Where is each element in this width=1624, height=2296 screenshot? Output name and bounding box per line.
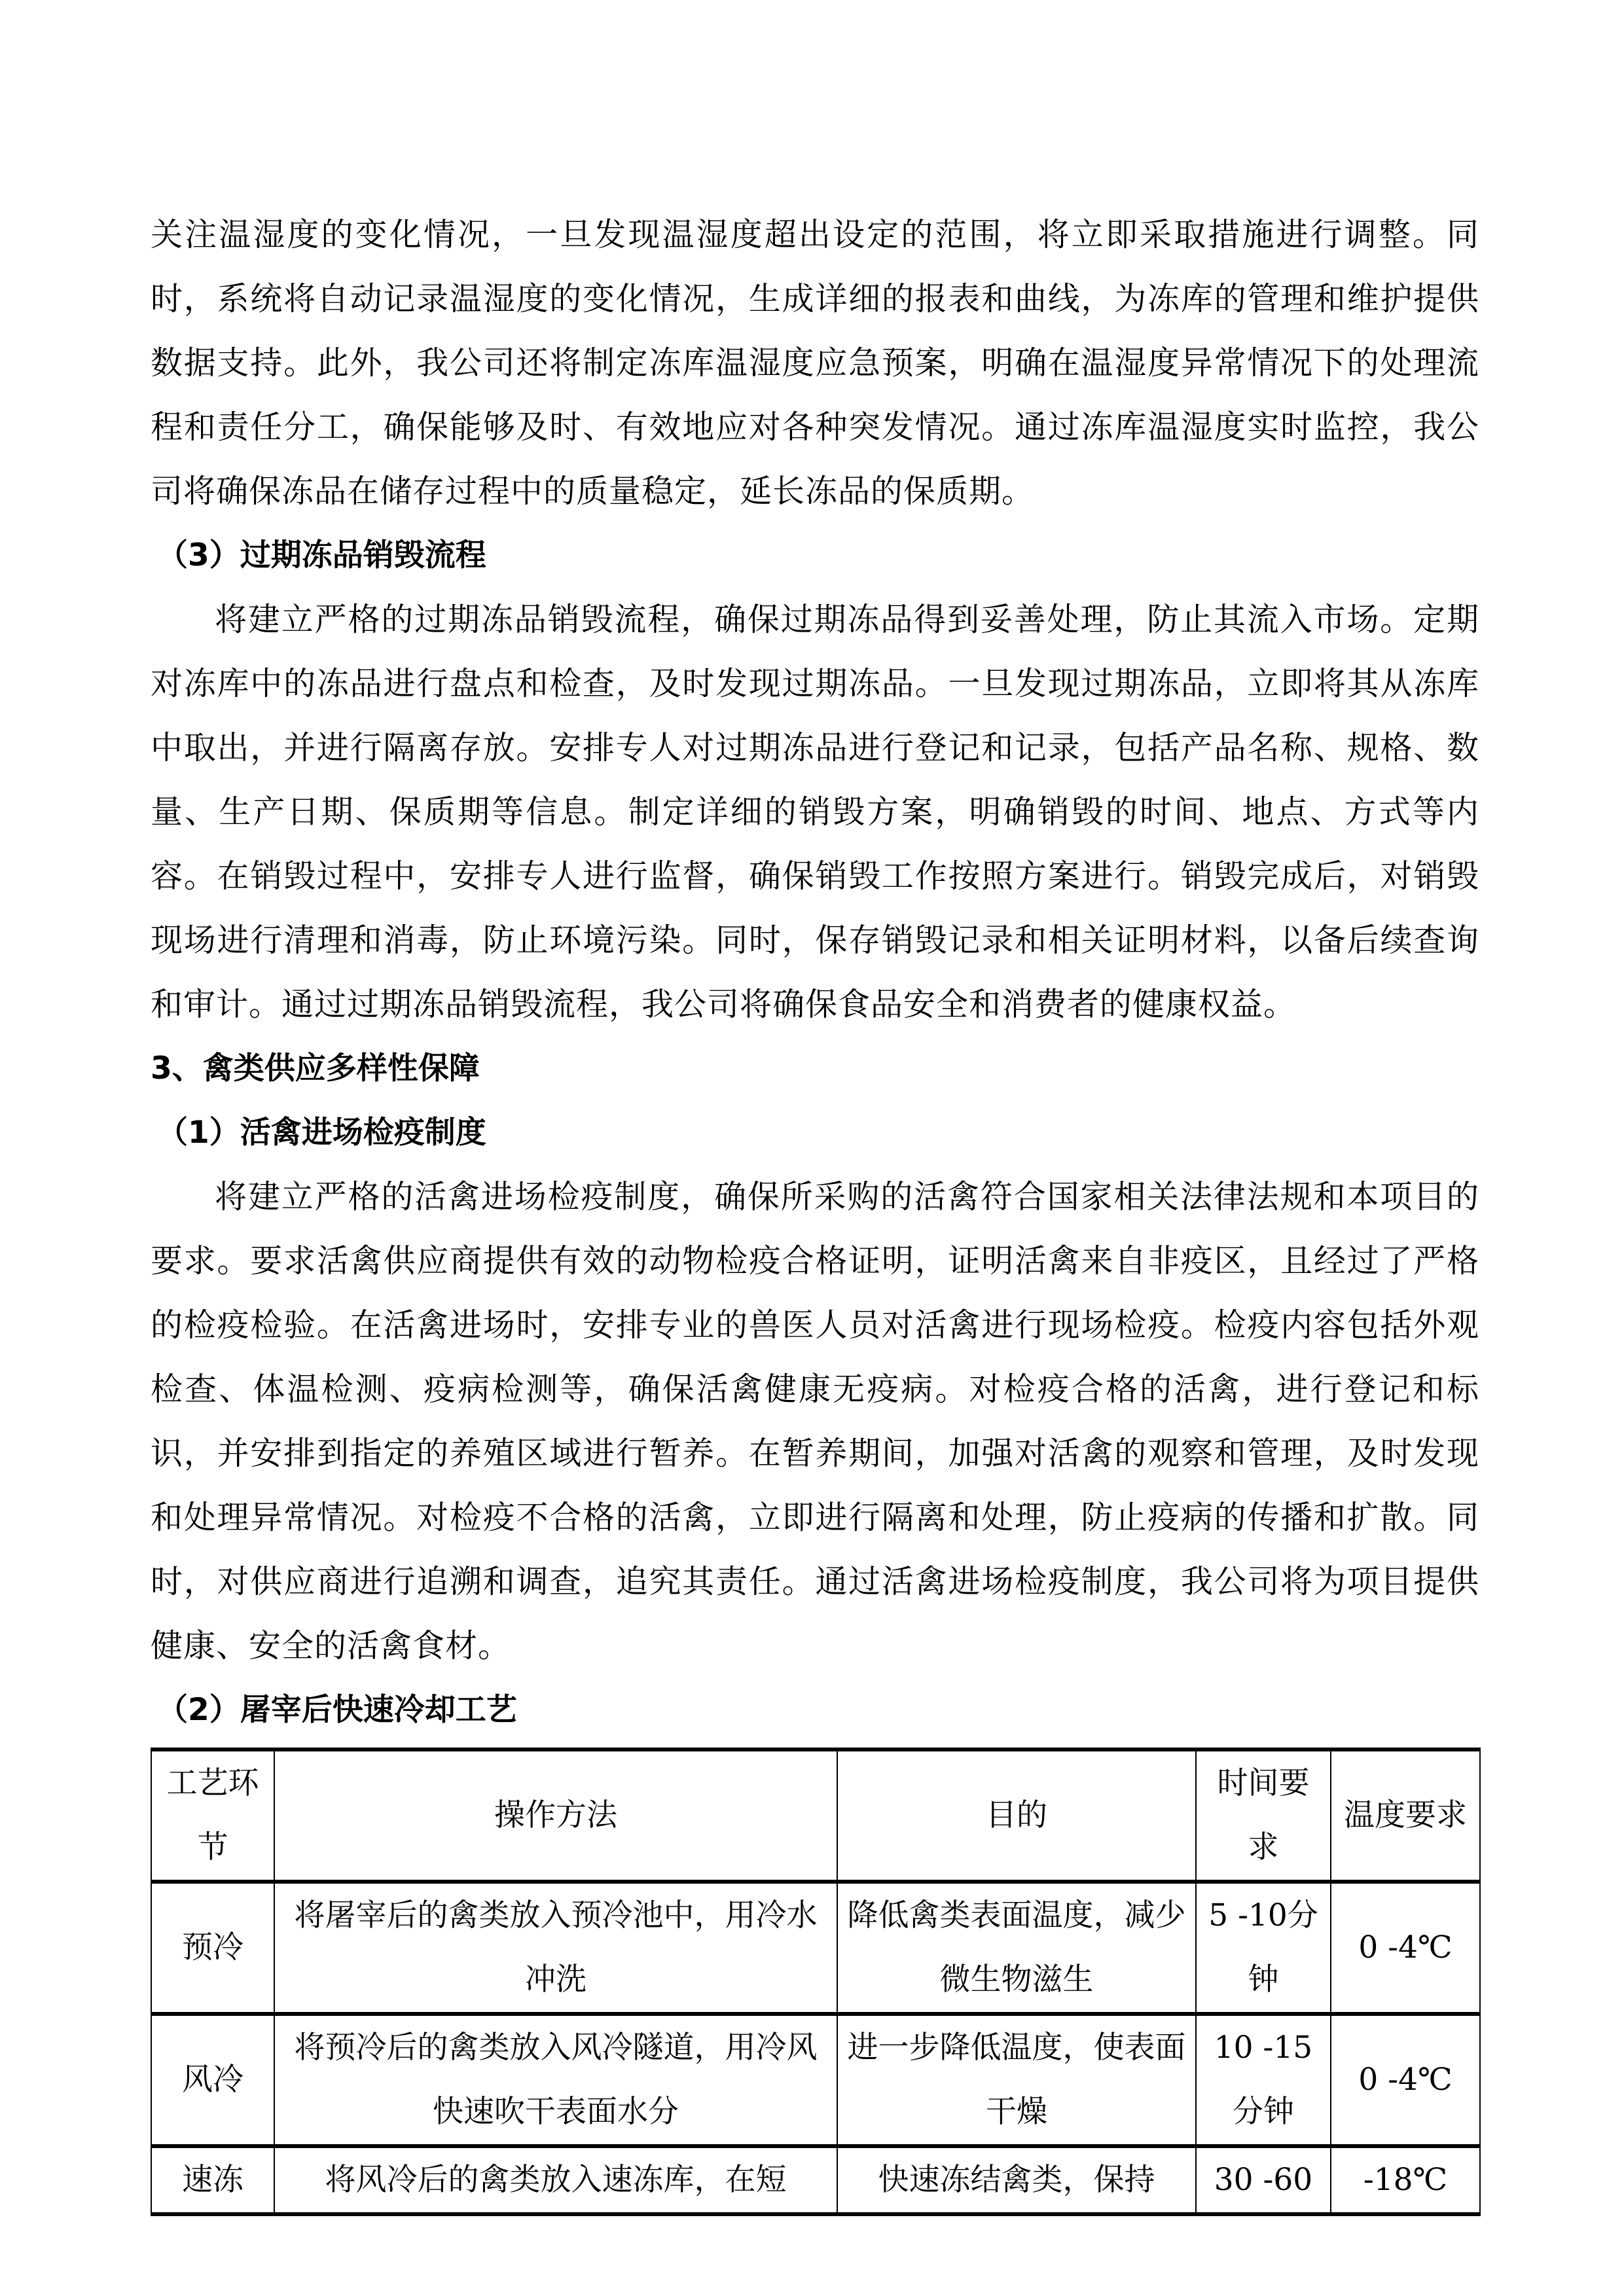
cell-method: 将预冷后的禽类放入风冷隧道，用冷风快速吹干表面水分 [274,2014,837,2146]
cell-time: 5 -10分钟 [1196,1882,1331,2014]
header-temperature: 温度要求 [1331,1749,1480,1882]
document-page [151,203,1479,2216]
header-time: 时间要求 [1196,1749,1331,1882]
cell-method: 将风冷后的禽类放入速冻库，在短 [274,2146,837,2214]
table-row [151,2014,1480,2146]
header-stage: 工艺环节 [151,1749,274,1882]
heading-expired-disposal: （3）过期冻品销毁流程 [157,537,486,573]
cell-temperature: 0 -4℃ [1331,1882,1480,2014]
paragraph-cold-storage-monitoring: 关注温湿度的变化情况，一旦发现温湿度超出设定的范围，将立即采取措施进行调整。同时，系统将自动记录温湿度的变化情况，生成详细的报表和曲线，为冻库的管理和维护提供数据支持。此外，我公司还将制定冻库温湿度应急预案，明确在温湿度异常情况下的处理流程和责任分工，确保能够及时、有效地应对各种突发情况。通过冻库温湿度实时监控，我公司将确保冻品在储存过程中的质量稳定，延长冻品的保质期。 [151,216,1479,510]
paragraph-live-poultry-quarantine: 将建立严格的活禽进场检疫制度，确保所采购的活禽符合国家相关法律法规和本项目的要求。要求活禽供应商提供有效的动物检疫合格证明，证明活禽来自非疫区，且经过了严格的检疫检验。在活禽进场时，安排专业的兽医人员对活禽进行现场检疫。检疫内容包括外观检查、体温检测、疫病检测等，确保活禽健康无疫病。对检疫合格的活禽，进行登记和标识，并安排到指定的养殖区域进行暂养。在暂养期间，加强对活禽的观察和管理，及时发现和处理异常情况。对检疫不合格的活禽，立即进行隔离和处理，防止疫病的传播和扩散。同时，对供应商进行追溯和调查，追究其责任。通过活禽进场检疫制度，我公司将为项目提供健康、安全的活禽食材。 [151,1178,1479,1664]
heading-live-poultry-quarantine: （1）活禽进场检疫制度 [157,1115,486,1151]
heading-rapid-cooling: （2）屠宰后快速冷却工艺 [157,1692,517,1728]
cell-purpose: 进一步降低温度，使表面干燥 [837,2014,1196,2146]
cell-temperature: -18℃ [1331,2146,1480,2214]
header-method: 操作方法 [274,1749,837,1882]
header-purpose: 目的 [837,1749,1196,1882]
cell-method: 将屠宰后的禽类放入预冷池中，用冷水冲洗 [274,1882,837,2014]
heading-poultry-supply: 3、禽类供应多样性保障 [151,1050,480,1086]
cell-purpose: 快速冻结禽类，保持 [837,2146,1196,2214]
cell-stage: 风冷 [151,2014,274,2146]
cell-time: 30 -60 [1196,2146,1331,2214]
cell-temperature: 0 -4℃ [1331,2014,1480,2146]
cell-time: 10 -15分钟 [1196,2014,1331,2146]
cell-stage: 速冻 [151,2146,274,2214]
table-header-row [151,1749,1480,1882]
cooling-process-table [151,1748,1481,2216]
table-row [151,2146,1480,2214]
cell-stage: 预冷 [151,1882,274,2014]
paragraph-expired-disposal: 将建立严格的过期冻品销毁流程，确保过期冻品得到妥善处理，防止其流入市场。定期对冻库中的冻品进行盘点和检查，及时发现过期冻品。一旦发现过期冻品，立即将其从冻库中取出，并进行隔离存放。安排专人对过期冻品进行登记和记录，包括产品名称、规格、数量、生产日期、保质期等信息。制定详细的销毁方案，明确销毁的时间、地点、方式等内容。在销毁过程中，安排专人进行监督，确保销毁工作按照方案进行。销毁完成后，对销毁现场进行清理和消毒，防止环境污染。同时，保存销毁记录和相关证明材料，以备后续查询和审计。通过过期冻品销毁流程，我公司将确保食品安全和消费者的健康权益。 [151,601,1479,1023]
cell-purpose: 降低禽类表面温度，减少微生物滋生 [837,1882,1196,2014]
table-row [151,1882,1480,2014]
